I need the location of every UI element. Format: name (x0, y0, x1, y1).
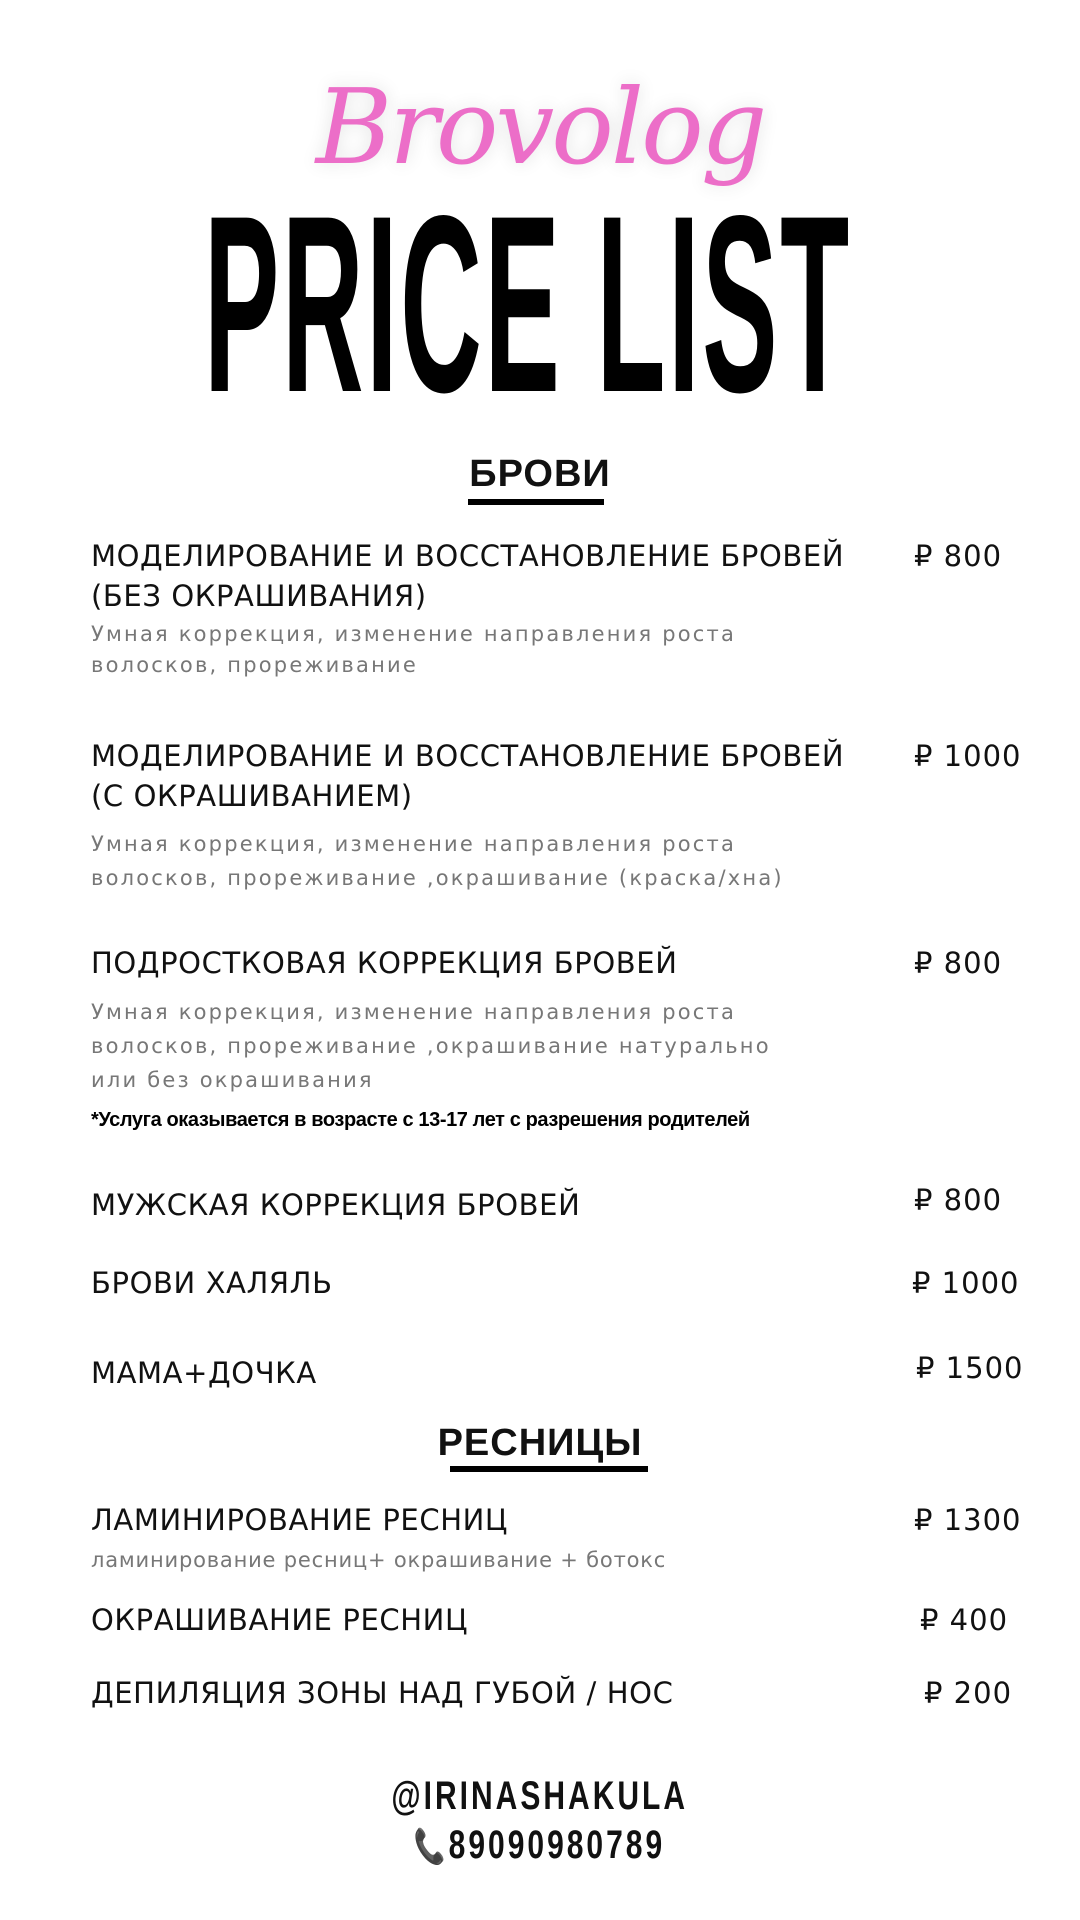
service-title: ДЕПИЛЯЦИЯ ЗОНЫ НАД ГУБОЙ / НОС (91, 1676, 674, 1710)
service-price: ₽ 200 (924, 1676, 1013, 1710)
instagram-handle[interactable] (0, 1773, 1080, 1819)
section-underline (450, 1466, 648, 1472)
service-price: ₽ 1300 (914, 1503, 1022, 1537)
service-price: ₽ 1500 (916, 1351, 1024, 1385)
service-price: ₽ 800 (914, 946, 1003, 980)
section-heading-lashes: РЕСНИЦЫ (437, 1422, 643, 1464)
service-title: ПОДРОСТКОВАЯ КОРРЕКЦИЯ БРОВЕЙ (91, 946, 678, 980)
service-price: ₽ 800 (914, 1183, 1003, 1217)
service-price: ₽ 1000 (914, 739, 1022, 773)
section-heading-brows: БРОВИ (469, 453, 611, 495)
instagram-handle-text: @IRINASHAKULA (391, 1774, 689, 1818)
phone-icon: 📞 (414, 1828, 450, 1866)
brand-logo: Brovolog (315, 66, 765, 188)
phone-contact[interactable] (0, 1822, 1080, 1870)
service-price: ₽ 1000 (912, 1266, 1020, 1300)
phone-number: 89090980789 (449, 1823, 666, 1867)
service-title: МАМА+ДОЧКА (91, 1356, 317, 1390)
service-price: ₽ 400 (920, 1603, 1009, 1637)
service-description: Умная коррекция, изменение направления роста волосков, прореживание ,окрашивание натурально или без окрашивания (91, 1000, 771, 1092)
service-title: ЛАМИНИРОВАНИЕ РЕСНИЦ (91, 1503, 509, 1537)
service-title: ОКРАШИВАНИЕ РЕСНИЦ (91, 1603, 469, 1637)
service-title: БРОВИ ХАЛЯЛЬ (91, 1266, 333, 1300)
service-description: Умная коррекция, изменение направления роста волосков, прореживание (91, 622, 737, 677)
service-description: Умная коррекция, изменение направления роста волосков, прореживание ,окрашивание (краска/хна) (91, 832, 784, 890)
section-underline (468, 499, 604, 505)
service-title: МУЖСКАЯ КОРРЕКЦИЯ БРОВЕЙ (91, 1188, 581, 1222)
page-title: PRICE LIST (204, 164, 852, 445)
service-price: ₽ 800 (914, 539, 1003, 573)
service-title: МОДЕЛИРОВАНИЕ И ВОССТАНОВЛЕНИЕ БРОВЕЙ (БЕЗ ОКРАШИВАНИЯ) (91, 539, 845, 613)
service-description: ламинирование ресниц+ окрашивание + ботокс (91, 1548, 667, 1572)
service-title: МОДЕЛИРОВАНИЕ И ВОССТАНОВЛЕНИЕ БРОВЕЙ (С ОКРАШИВАНИЕМ) (91, 739, 845, 813)
service-note: *Услуга оказывается в возрасте с 13-17 лет с разрешения родителей (91, 1109, 750, 1131)
